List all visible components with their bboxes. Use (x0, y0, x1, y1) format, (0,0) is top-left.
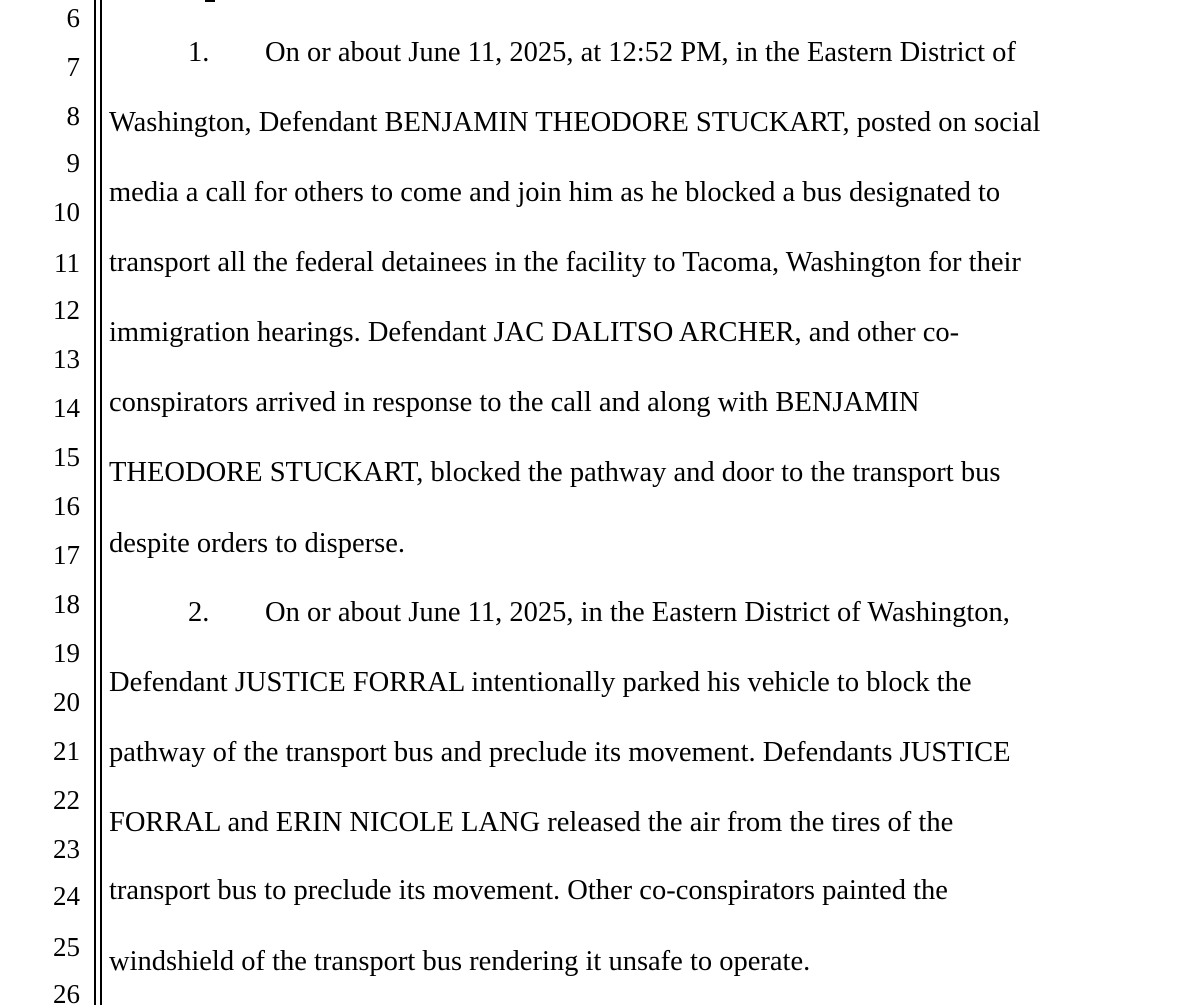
line-number: 12 (53, 295, 80, 325)
paragraph-1-line-5: immigration hearings. Defendant JAC DALITSO ARCHER, and other co- (109, 317, 960, 348)
line-number: 8 (66, 101, 80, 131)
paragraph-1-line-2: Washington, Defendant BENJAMIN THEODORE STUCKART, posted on social (109, 107, 1041, 138)
line-number: 26 (53, 979, 80, 1005)
line-number: 24 (53, 881, 80, 911)
line-number: 20 (53, 687, 80, 717)
line-number: 22 (53, 785, 80, 815)
line-number: 15 (53, 442, 80, 472)
paragraph-text: On or about June 11, 2025, in the Eastern District of Washington, (265, 597, 1010, 628)
paragraph-1-line-8: despite orders to disperse. (109, 528, 406, 559)
line-number: 17 (53, 540, 80, 570)
paragraph-2-line-5: transport bus to preclude its movement. Other co-conspirators painted the (109, 875, 948, 906)
line-number: 19 (53, 638, 80, 668)
paragraph-2-line-4: FORRAL and ERIN NICOLE LANG released the air from the tires of the (109, 807, 954, 838)
paragraph-number: 1. (188, 37, 210, 68)
line-number: 7 (66, 52, 80, 82)
paragraph-number: 2. (188, 597, 210, 628)
paragraph-2-line-3: pathway of the transport bus and preclude its movement. Defendants JUSTICE (109, 737, 1011, 768)
line-number: 13 (53, 344, 80, 374)
line-number: 10 (53, 197, 80, 227)
line-number: 21 (53, 736, 80, 766)
paragraph-2-line-6: windshield of the transport bus rendering it unsafe to operate. (109, 946, 811, 977)
paragraph-1-line-4: transport all the federal detainees in the facility to Tacoma, Washington for their (109, 247, 1021, 278)
line-number: 23 (53, 834, 80, 864)
paragraph-1-line-1 (188, 36, 1016, 70)
paragraph-1-line-3: media a call for others to come and join him as he blocked a bus designated to (109, 177, 1001, 208)
line-number: 18 (53, 589, 80, 619)
paragraph-1-line-6: conspirators arrived in response to the call and along with BENJAMIN (109, 387, 920, 418)
line-number: 11 (54, 248, 80, 278)
line-number: 25 (53, 932, 80, 962)
line-number: 16 (53, 491, 80, 521)
line-number: 9 (66, 148, 80, 178)
line-number: 6 (66, 3, 80, 33)
paragraph-2-line-2: Defendant JUSTICE FORRAL intentionally parked his vehicle to block the (109, 667, 972, 698)
paragraph-1-line-7: THEODORE STUCKART, blocked the pathway and door to the transport bus (109, 457, 1001, 488)
paragraph-2-line-1 (188, 596, 1010, 630)
line-number: 14 (53, 393, 80, 423)
paragraph-text: On or about June 11, 2025, at 12:52 PM, in the Eastern District of (265, 37, 1016, 68)
